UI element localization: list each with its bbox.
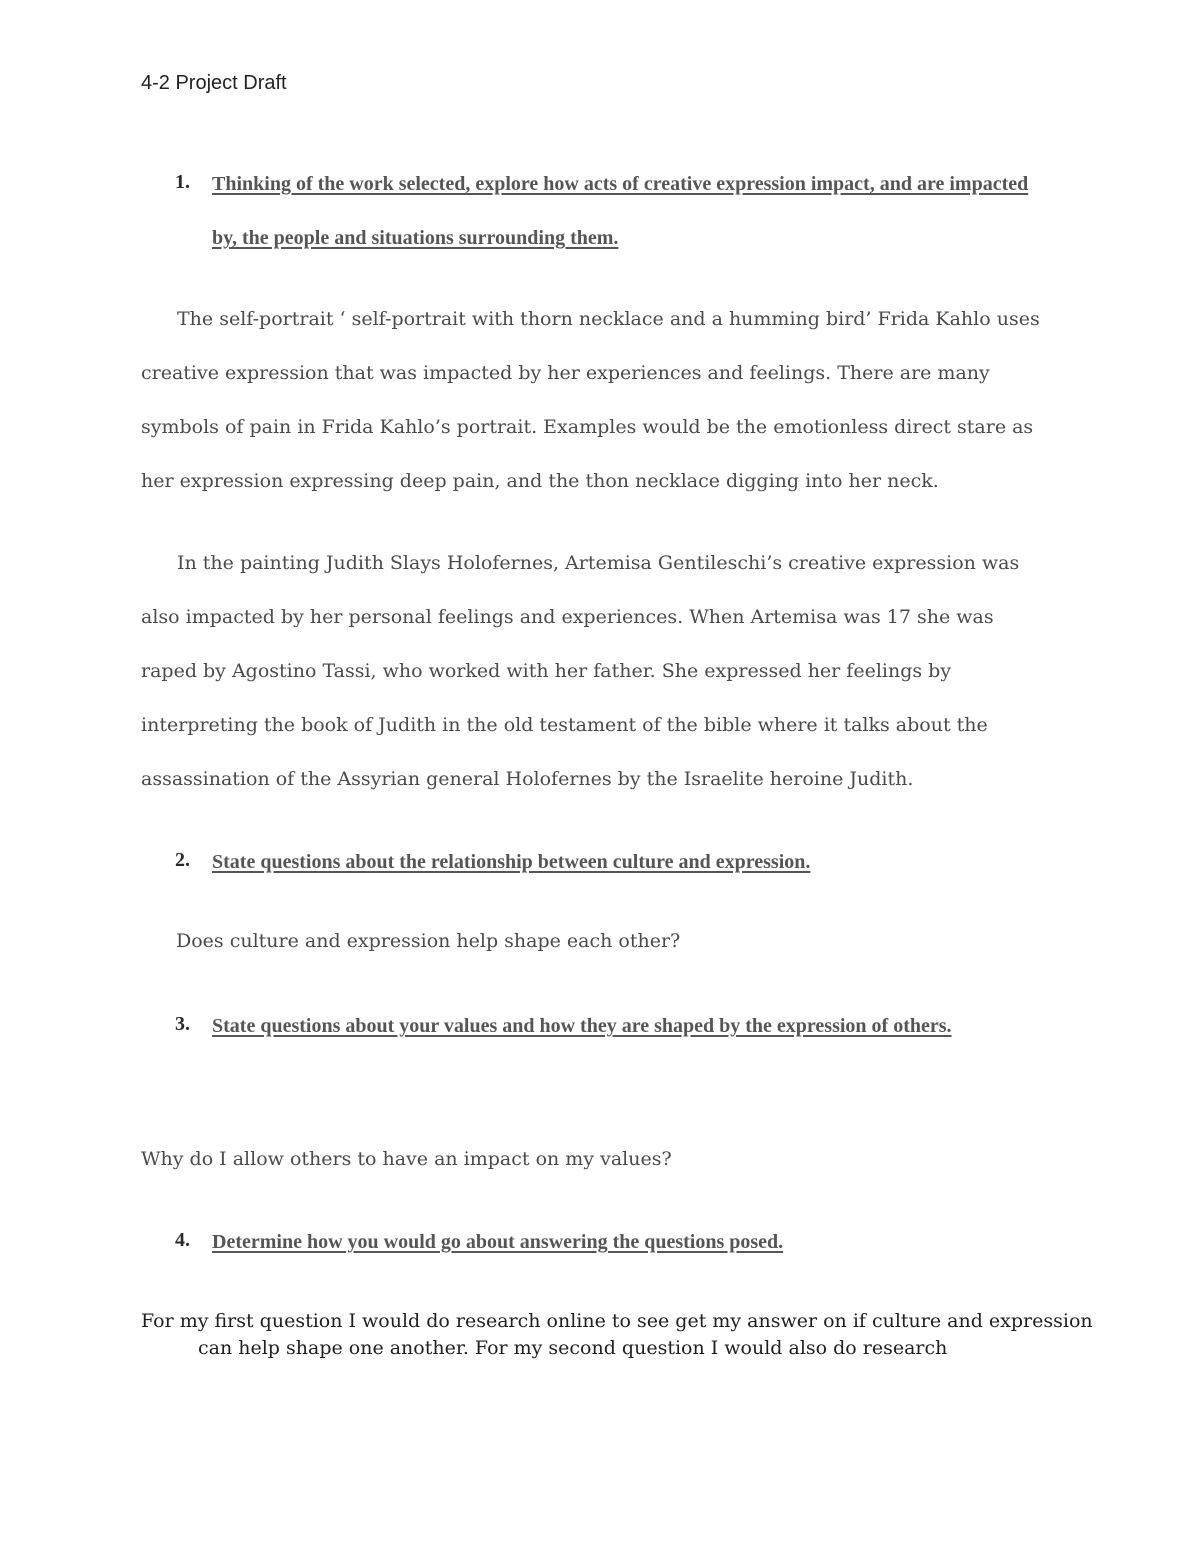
page-title: 4-2 Project Draft	[141, 72, 287, 94]
answer-2: Does culture and expression help shape each other?	[176, 930, 681, 952]
question-1-text: Thinking of the work selected, explore how acts of creative expression impact, and are impacted by, the people and situations surrounding them.	[212, 173, 1029, 249]
answer-1-paragraph-2: In the painting Judith Slays Holofernes, Artemisa Gentileschi’s creative expression was also impacted by her personal feelings and experiences. When Artemisa was 17 she was raped by Agostino Tassi, who worked with her father. She expressed her feelings by interpreting the book of Judith in the old testament of the bible where it talks about the assassination of the Assyrian general Holofernes by the Israelite heroine Judith.	[141, 552, 1020, 790]
question-3-text: State questions about your values and how they are shaped by the expression of others.	[212, 1015, 952, 1037]
question-1-number: 1.	[175, 171, 190, 193]
question-3-number: 3.	[175, 1013, 190, 1035]
question-4-text: Determine how you would go about answering the questions posed.	[212, 1231, 784, 1253]
answer-4: For my first question I would do research online to see get my answer on if culture and expression can help shape one another. For my second question I would also do research	[141, 1310, 1093, 1359]
answer-3: Why do I allow others to have an impact on my values?	[141, 1148, 672, 1170]
question-2-number: 2.	[175, 849, 190, 871]
answer-1-paragraph-1: The self-portrait ‘ self-portrait with thorn necklace and a humming bird’ Frida Kahlo uses creative expression that was impacted by her experiences and feelings. There are many symbols of pain in Frida Kahlo’s portrait. Examples would be the emotionless direct stare as her expression expressing deep pain, and the thon necklace digging into her neck.	[141, 308, 1040, 492]
question-4-number: 4.	[175, 1229, 190, 1251]
question-2-text: State questions about the relationship between culture and expression.	[212, 851, 811, 873]
